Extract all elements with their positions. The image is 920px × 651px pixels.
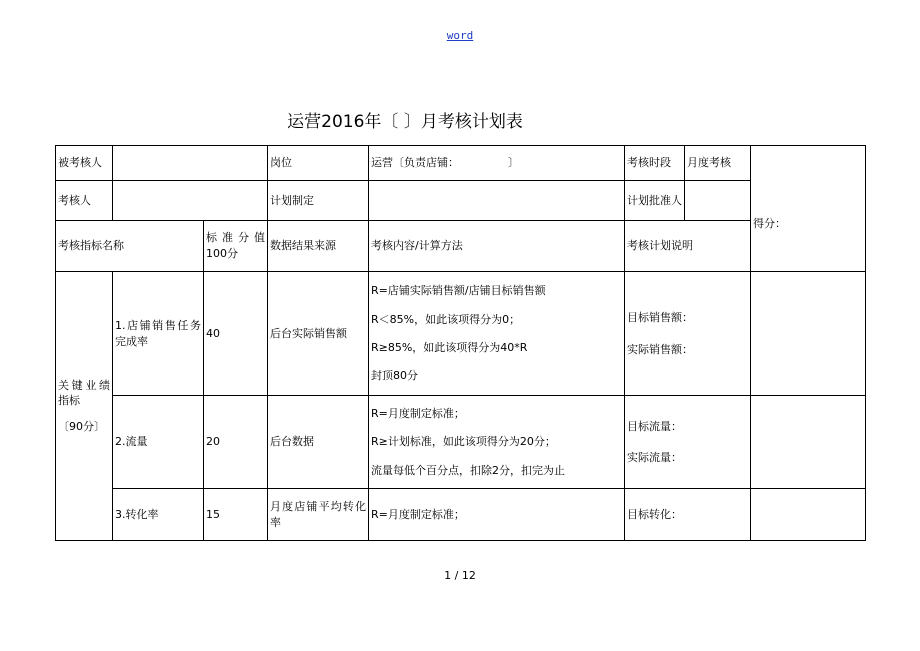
page-number: 1 / 12	[444, 569, 476, 582]
method-line: R≥计划标准，如此该项得分为20分；	[371, 435, 556, 449]
item-note-cell	[625, 272, 751, 396]
item-name-cell	[113, 396, 204, 489]
content-method-header	[369, 221, 625, 272]
item-source-cell	[268, 489, 369, 541]
note-line: 实际销售额：	[627, 342, 693, 356]
item-source-cell	[268, 272, 369, 396]
assessment-plan-table	[55, 145, 866, 541]
item-score-blank-cell[interactable]	[751, 489, 866, 541]
key-indicator-label-line1: 关键业绩	[58, 378, 110, 392]
assessor-label: 考核人	[58, 193, 91, 207]
item-score: 15	[206, 507, 220, 521]
assessee-value-cell[interactable]	[113, 146, 268, 181]
item-name: 3.转化率	[115, 507, 159, 521]
item-source-cell	[268, 396, 369, 489]
item-method-cell	[369, 489, 625, 541]
data-source-header-text: 数据结果来源	[270, 239, 336, 253]
note-line: 实际流量：	[627, 451, 682, 464]
position-value: 运营〔负责店铺： 〕	[371, 156, 519, 170]
item-name: 1.店铺销售任务完成率	[115, 319, 201, 348]
position-value-cell	[369, 146, 625, 181]
table-row	[56, 272, 866, 396]
header-word-link[interactable]: word	[446, 29, 474, 42]
table-row	[56, 489, 866, 541]
item-score-cell	[204, 272, 268, 396]
item-score-blank-cell[interactable]	[751, 272, 866, 396]
standard-score-header-line1: 标准分值	[206, 231, 265, 245]
item-note-cell	[625, 489, 751, 541]
method-line: R≥85%，如此该项得分为40*R	[371, 341, 528, 354]
item-note-cell	[625, 396, 751, 489]
data-source-header	[268, 221, 369, 272]
item-source: 后台实际销售额	[270, 326, 347, 340]
item-score-cell	[204, 489, 268, 541]
plan-label-cell	[268, 181, 369, 221]
item-name-cell	[113, 272, 204, 396]
table-header-row	[56, 221, 866, 272]
indicator-name-header-text: 考核指标名称	[58, 239, 124, 253]
score-cell	[751, 146, 866, 272]
period-label: 考核时段	[627, 156, 671, 170]
method-line: R=月度制定标准；	[371, 406, 465, 420]
indicator-name-header	[56, 221, 204, 272]
item-name: 2.流量	[115, 435, 148, 449]
key-indicator-label-line2: 指标	[58, 394, 80, 408]
content-method-header-text: 考核内容/计算方法	[371, 239, 463, 253]
plan-label: 计划制定	[270, 193, 314, 207]
item-score: 20	[206, 435, 220, 449]
plan-value-cell[interactable]	[369, 181, 625, 221]
method-line: R＜85%，如此该项得分为0；	[371, 312, 521, 326]
method-line: R=店铺实际销售额/店铺目标销售额	[371, 284, 546, 298]
item-source: 后台数据	[270, 435, 314, 449]
position-label-cell	[268, 146, 369, 181]
item-source: 月度店铺平均转化率	[270, 500, 366, 529]
table-row	[56, 146, 866, 181]
item-method-cell	[369, 272, 625, 396]
item-score-cell	[204, 396, 268, 489]
note-line: 目标转化：	[627, 507, 682, 521]
key-indicator-group-cell	[56, 272, 113, 541]
method-line: 流量每低个百分点，扣除2分，扣完为止	[371, 463, 565, 477]
period-value: 月度考核	[687, 156, 731, 170]
score-label: 得分：	[753, 217, 786, 231]
assessor-value-cell[interactable]	[113, 181, 268, 221]
plan-note-header-text: 考核计划说明	[627, 239, 693, 253]
table-row	[56, 396, 866, 489]
document-title: 运营2016年〔 〕月考核计划表	[287, 112, 523, 132]
assessee-label-cell	[56, 146, 113, 181]
period-value-cell	[685, 146, 751, 181]
method-line: 封顶80分	[371, 369, 418, 383]
table-row	[56, 181, 866, 221]
key-indicator-label-line3: 〔90分〕	[58, 419, 105, 433]
approver-label-cell	[625, 181, 685, 221]
standard-score-header	[204, 221, 268, 272]
standard-score-header-line2: 100分	[206, 246, 238, 260]
assessee-label: 被考核人	[58, 156, 102, 170]
item-score-blank-cell[interactable]	[751, 396, 866, 489]
method-line: R=月度制定标准；	[371, 507, 465, 521]
approver-label: 计划批准人	[627, 193, 682, 207]
period-label-cell	[625, 146, 685, 181]
approver-value-cell[interactable]	[685, 181, 751, 221]
plan-note-header	[625, 221, 751, 272]
position-label: 岗位	[270, 156, 292, 170]
item-method-cell	[369, 396, 625, 489]
note-line: 目标流量：	[627, 419, 682, 433]
assessor-label-cell	[56, 181, 113, 221]
item-score: 40	[206, 326, 220, 340]
item-name-cell	[113, 489, 204, 541]
note-line: 目标销售额：	[627, 311, 693, 325]
